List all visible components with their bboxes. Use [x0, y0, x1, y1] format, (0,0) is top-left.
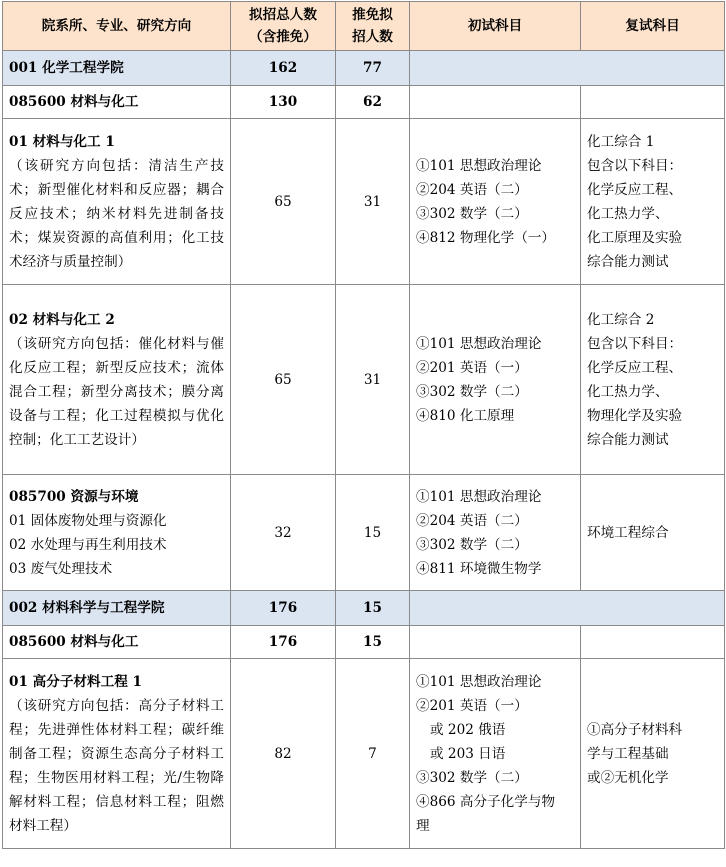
direction-description: （该研究方向包括：清洁生产技术；新型催化材料和反应器；耦合反应技术；纳米材料先进制备技术；煤炭资源的高值利用；化工技术经济与质量控制） — [9, 157, 224, 270]
major-name: 085600 材料与化工 — [3, 626, 231, 659]
retest-subjects — [581, 659, 725, 849]
initial-exam-subjects — [410, 475, 581, 591]
exempt-enrollment: 77 — [336, 51, 410, 86]
header-total-enrollment: 拟招总人数 （含推免） — [231, 2, 336, 51]
retest-line: ①高分子材料科 — [587, 721, 683, 738]
direction-title: 02 材料与化工 2 — [9, 311, 115, 328]
retest-line: 化工综合 2 — [587, 311, 655, 328]
college-name: 001 化学工程学院 — [3, 51, 231, 86]
college-row — [3, 51, 725, 86]
direction-description: （该研究方向包括：催化材料与催化反应工程；新型反应技术；流体混合工程；新型分离技术；膜分离设备与工程；化工过程模拟与优化控制；化工工艺设计） — [9, 335, 224, 448]
major-row — [3, 86, 725, 119]
exam-subject: ①101 思想政治理论 — [416, 673, 542, 690]
retest-line: 学与工程基础 — [587, 745, 669, 762]
retest-line: 或②无机化学 — [587, 769, 669, 786]
exempt-enrollment: 15 — [336, 591, 410, 626]
exempt-enrollment: 62 — [336, 86, 410, 119]
direction-row — [3, 119, 725, 285]
direction-cell — [3, 659, 231, 849]
header-department: 院系所、专业、研究方向 — [3, 2, 231, 51]
major-name: 085600 材料与化工 — [3, 86, 231, 119]
retest-subjects — [581, 285, 725, 475]
exempt-enrollment: 31 — [336, 285, 410, 475]
exam-subject: ③302 数学（二） — [416, 769, 528, 786]
total-enrollment: 176 — [231, 626, 336, 659]
retest-line: 环境工程综合 — [587, 524, 669, 541]
college-row — [3, 591, 725, 626]
exam-subject: ①101 思想政治理论 — [416, 335, 542, 352]
total-enrollment: 32 — [231, 475, 336, 591]
exam-subject: ③302 数学（二） — [416, 536, 528, 553]
total-enrollment: 82 — [231, 659, 336, 849]
retest-subjects — [581, 475, 725, 591]
major-title: 085700 资源与环境 — [9, 488, 139, 505]
empty-cell — [581, 86, 725, 119]
retest-line: 综合能力测试 — [587, 431, 669, 448]
exempt-enrollment: 15 — [336, 475, 410, 591]
direction-title: 01 高分子材料工程 1 — [9, 673, 142, 690]
direction-line: 03 废气处理技术 — [9, 560, 113, 577]
retest-line: 化学反应工程、 — [587, 181, 683, 198]
college-name: 002 材料科学与工程学院 — [3, 591, 231, 626]
direction-row — [3, 659, 725, 849]
exam-subject: ③302 数学（二） — [416, 205, 528, 222]
total-enrollment: 65 — [231, 285, 336, 475]
direction-line: 02 水处理与再生利用技术 — [9, 536, 167, 553]
total-enrollment: 176 — [231, 591, 336, 626]
exam-subject: ②204 英语（二） — [416, 181, 528, 198]
exam-subject-wrap: 理 — [416, 817, 430, 834]
retest-line: 化工原理及实验 — [587, 229, 683, 246]
retest-line: 化工热力学、 — [587, 383, 669, 400]
exam-subject: ④810 化工原理 — [416, 407, 515, 424]
header-row — [3, 2, 725, 51]
major-row — [3, 626, 725, 659]
empty-cell — [410, 51, 725, 86]
exam-subject: ④866 高分子化学与物 — [416, 793, 556, 810]
retest-line: 化工热力学、 — [587, 205, 669, 222]
exam-subject: ②201 英语（一） — [416, 697, 528, 714]
empty-cell — [410, 86, 581, 119]
exam-subject: ②204 英语（二） — [416, 512, 528, 529]
header-exempt-enrollment: 推免拟 招人数 — [336, 2, 410, 51]
exempt-enrollment: 7 — [336, 659, 410, 849]
direction-line: 01 固体废物处理与资源化 — [9, 512, 167, 529]
exam-subject: ①101 思想政治理论 — [416, 157, 542, 174]
retest-line: 包含以下科目： — [587, 335, 683, 352]
retest-line: 综合能力测试 — [587, 253, 669, 270]
exam-subject: ④812 物理化学（一） — [416, 229, 556, 246]
initial-exam-subjects — [410, 659, 581, 849]
initial-exam-subjects — [410, 285, 581, 475]
admissions-table — [2, 1, 725, 849]
empty-cell — [410, 626, 581, 659]
empty-cell — [581, 626, 725, 659]
retest-line: 物理化学及实验 — [587, 407, 683, 424]
retest-line: 化工综合 1 — [587, 133, 655, 150]
exam-subject: ②201 英语（一） — [416, 359, 528, 376]
total-enrollment: 130 — [231, 86, 336, 119]
retest-line: 化学反应工程、 — [587, 359, 683, 376]
total-enrollment: 162 — [231, 51, 336, 86]
exam-subject-alt: 或 202 俄语 — [430, 721, 506, 738]
empty-cell — [410, 591, 725, 626]
exam-subject: ③302 数学（二） — [416, 383, 528, 400]
header-initial-exam: 初试科目 — [410, 2, 581, 51]
direction-cell — [3, 285, 231, 475]
direction-row — [3, 285, 725, 475]
exam-subject-alt: 或 203 日语 — [430, 745, 506, 762]
direction-description: （该研究方向包括：高分子材料工程；先进弹性体材料工程；碳纤维制备工程；资源生态高分子材料工程；生物医用材料工程；光/生物降解材料工程；信息材料工程；阻燃材料工程） — [9, 697, 224, 834]
exam-subject: ①101 思想政治理论 — [416, 488, 542, 505]
retest-subjects — [581, 119, 725, 285]
direction-row — [3, 475, 725, 591]
exam-subject: ④811 环境微生物学 — [416, 560, 542, 577]
direction-cell — [3, 475, 231, 591]
direction-cell — [3, 119, 231, 285]
retest-line: 包含以下科目： — [587, 157, 683, 174]
direction-title: 01 材料与化工 1 — [9, 133, 115, 150]
exempt-enrollment: 15 — [336, 626, 410, 659]
header-retest-subjects: 复试科目 — [581, 2, 725, 51]
exempt-enrollment: 31 — [336, 119, 410, 285]
total-enrollment: 65 — [231, 119, 336, 285]
initial-exam-subjects — [410, 119, 581, 285]
